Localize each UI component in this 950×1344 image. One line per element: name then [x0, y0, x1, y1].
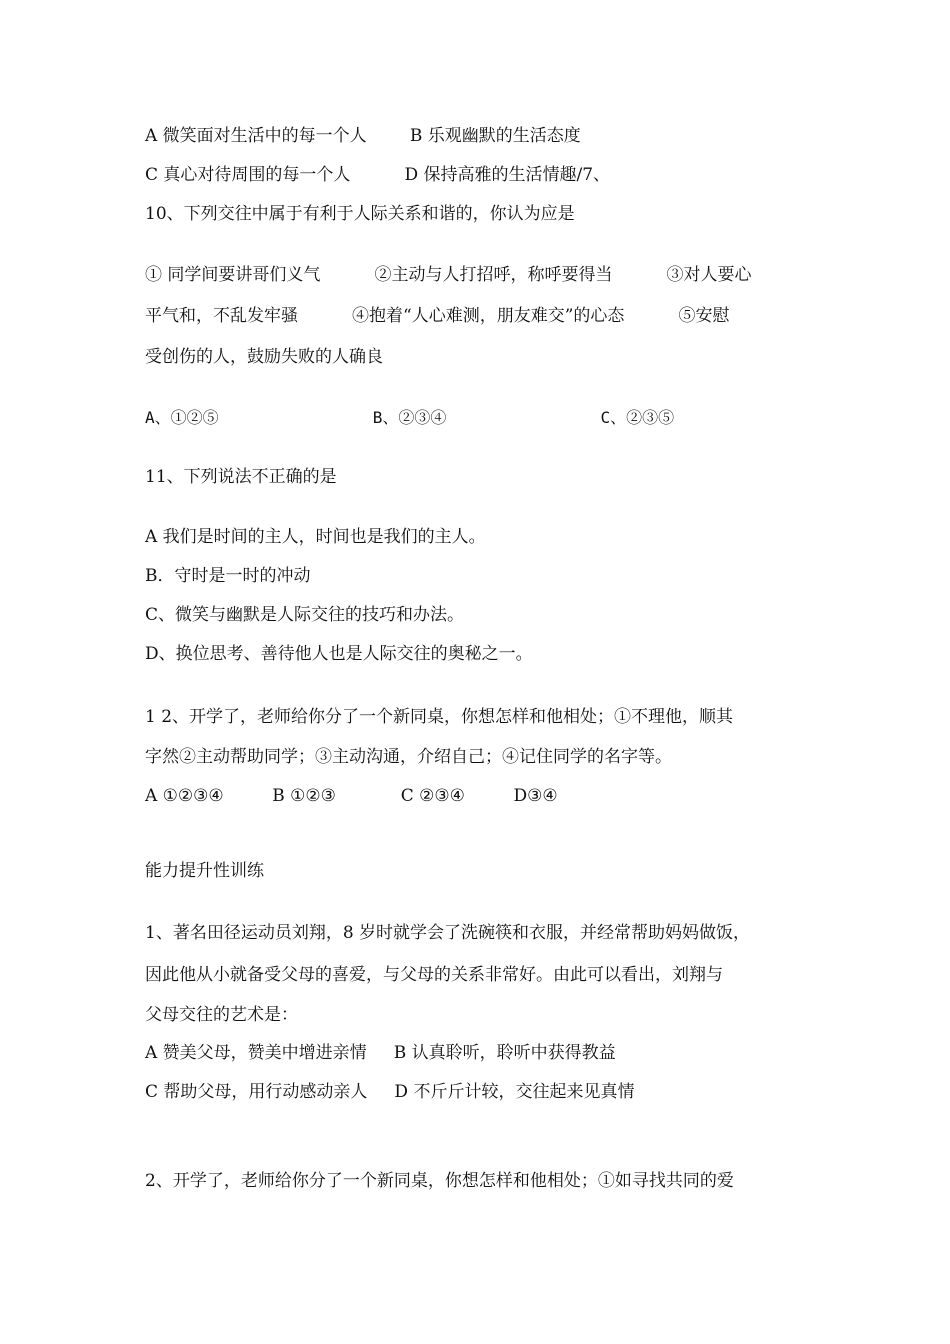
q10-items-line-2: 平气和，不乱发牢骚 ④抱着“人心难测，朋友难交”的心态 ⑤安慰	[145, 306, 730, 326]
s2-stem-line-1: 2、开学了，老师给你分了一个新同桌，你想怎样和他相处；①如寻找共同的爱	[145, 1171, 734, 1191]
q11-option-b: B．守时是一时的冲动	[145, 566, 311, 586]
q10-options: A、①②⑤ B、②③④ C、②③⑤	[145, 408, 675, 427]
s1-stem-line-3: 父母交往的艺术是：	[145, 1005, 298, 1025]
s1-options-line-1: A 赞美父母，赞美中增进亲情 B 认真聆听，聆听中获得教益	[145, 1043, 616, 1063]
q12-stem-line-1: 1 2、开学了，老师给你分了一个新同桌，你想怎样和他相处；①不理他，顺其	[145, 707, 734, 727]
s1-options-line-2: C 帮助父母，用行动感动亲人 D 不斤斤计较，交往起来见真情	[145, 1082, 635, 1102]
q9-options-line-1: A 微笑面对生活中的每一个人 B 乐观幽默的生活态度	[145, 126, 581, 146]
q11-option-d: D、换位思考、善待他人也是人际交往的奥秘之一。	[145, 644, 533, 664]
section-title: 能力提升性训练	[145, 861, 264, 881]
q10-items-line-3: 受创伤的人，鼓励失败的人确良	[145, 347, 383, 367]
q12-options: A ①②③④ B ①②③ C ②③④ D③④	[145, 786, 558, 806]
q10-stem: 10、下列交往中属于有利于人际关系和谐的，你认为应是	[145, 204, 575, 224]
q12-stem-line-2: 字然②主动帮助同学；③主动沟通，介绍自己；④记住同学的名字等。	[145, 747, 672, 767]
q11-option-c: C、微笑与幽默是人际交往的技巧和办法。	[145, 605, 465, 625]
q11-stem: 11、下列说法不正确的是	[145, 467, 337, 487]
q11-option-a: A 我们是时间的主人，时间也是我们的主人。	[145, 527, 486, 547]
q10-items-line-1: ① 同学间要讲哥们义气 ②主动与人打招呼，称呼要得当 ③对人要心	[145, 265, 752, 285]
s1-stem-line-1: 1、著名田径运动员刘翔，8 岁时就学会了洗碗筷和衣服，并经常帮助妈妈做饭，	[145, 923, 751, 943]
s1-stem-line-2: 因此他从小就备受父母的喜爱，与父母的关系非常好。由此可以看出，刘翔与	[145, 965, 723, 985]
q9-options-line-2: C 真心对待周围的每一个人 D 保持高雅的生活情趣/7、	[145, 165, 611, 185]
